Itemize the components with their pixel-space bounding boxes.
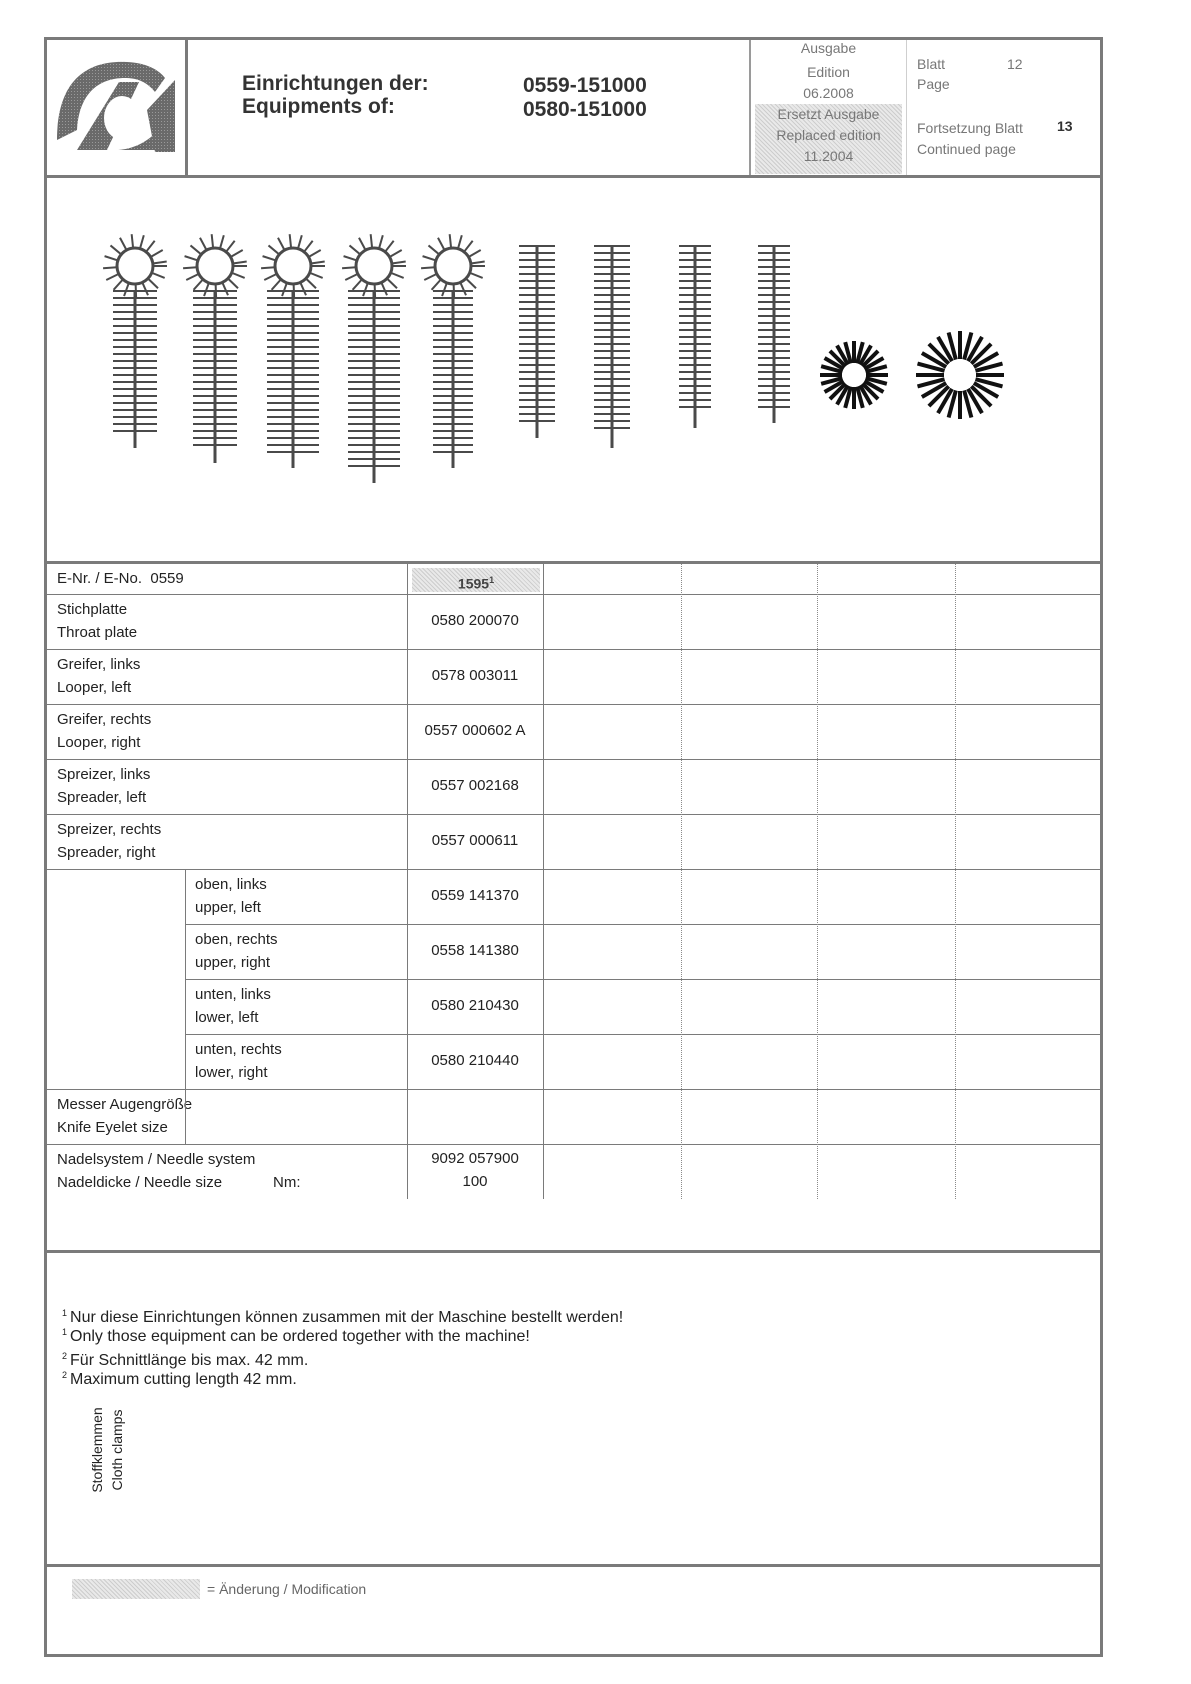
legend-text: = Änderung / Modification (207, 1581, 367, 1597)
stitch-ray (103, 267, 117, 268)
column-divider (955, 564, 956, 1199)
stitch-ray (379, 235, 383, 248)
stitch-ray (460, 282, 466, 295)
stitch-ray (311, 262, 325, 264)
row-value: 0557 000611 (431, 832, 519, 849)
row-label-de: Stichplatte (57, 601, 128, 618)
stitch-ray (450, 234, 451, 248)
clamp-value: 0580 210440 (431, 1052, 519, 1069)
clamp-row (185, 869, 1100, 925)
stitch-ray (140, 235, 144, 248)
stitch-ray (385, 241, 394, 252)
stitch-ray (359, 238, 366, 250)
stitch-ray (261, 267, 275, 268)
stitch-ray (363, 283, 368, 296)
eyelet-outline (356, 248, 392, 284)
stitch-ray (232, 273, 245, 278)
stitch-ray (310, 273, 323, 278)
enr-code: 1595 (457, 575, 490, 592)
stitch-ray (183, 267, 197, 268)
stitch-ray (464, 241, 473, 252)
enr-prefix: 0559 (150, 570, 184, 587)
table-row (47, 704, 1100, 760)
needle-system-value: 9092 057900 (431, 1150, 519, 1167)
needle-nm-label: Nm: (273, 1174, 301, 1191)
clamp-label-de: unten, rechts (195, 1041, 282, 1058)
stitch-ray (152, 273, 165, 278)
stitch-ray (345, 274, 358, 280)
stitch-ray (226, 241, 235, 252)
row-label-de: Spreizer, links (57, 766, 151, 783)
table-row-knife (47, 1089, 1100, 1145)
stitch-ray (349, 245, 360, 254)
stitch-ray (194, 279, 203, 289)
stitch-ray (469, 250, 481, 257)
row-value: 0578 003011 (431, 667, 519, 684)
clamp-label-en: lower, left (195, 1009, 259, 1026)
row-value: 0557 000602 A (424, 722, 526, 739)
stitch-ray (212, 234, 213, 248)
footnote-1-de-text: Nur diese Einrichtungen können zusammen mit der Maschine bestellt werden! (70, 1309, 624, 1326)
row-label-en: Spreader, right (57, 844, 156, 861)
sheet-number: 12 (1007, 56, 1023, 72)
clamp-value: 0559 141370 (431, 887, 519, 904)
stitch-ray (264, 274, 277, 280)
stitch-ray (424, 274, 437, 280)
stitch-ray (471, 262, 485, 264)
legend-swatch (72, 1579, 200, 1599)
stitch-ray (442, 283, 447, 296)
table-row (47, 649, 1100, 705)
column-divider (543, 564, 544, 1199)
edition-label-en: Edition (807, 64, 850, 80)
logo-cell (47, 40, 188, 175)
row-label-en: Throat plate (57, 624, 138, 641)
stitch-ray (153, 262, 167, 264)
stitch-ray (106, 274, 119, 280)
knife-label-de: Messer Augengröße (57, 1096, 193, 1113)
cloth-clamps-label-en: Cloth clamps (109, 1409, 125, 1491)
stitch-ray (298, 235, 302, 248)
footnote-2-num-en: 2 (62, 1370, 68, 1380)
replaces-date: 11.2004 (803, 148, 854, 164)
stitch-ray (151, 250, 163, 257)
row-label-de: Greifer, rechts (57, 711, 152, 728)
legend (47, 1564, 1100, 1654)
shapes-drawing (47, 178, 1100, 561)
column-divider (817, 564, 818, 1199)
stitch-ray (146, 241, 155, 252)
stitch-ray (342, 267, 356, 268)
stitch-ray (300, 282, 306, 295)
row-value: 0557 002168 (431, 777, 519, 794)
footnote-1-num-en: 1 (62, 1327, 68, 1337)
stitch-ray (233, 262, 247, 264)
footnote-2-en-text: Maximum cutting length 42 mm. (70, 1371, 297, 1388)
stitch-ray (470, 273, 483, 278)
clamp-label-en: upper, left (195, 899, 261, 916)
stitch-ray (190, 245, 201, 254)
stitch-ray (228, 279, 238, 289)
page-box (917, 40, 1100, 175)
continued-number: 13 (1057, 118, 1073, 134)
stitch-ray (105, 256, 118, 260)
table-row-enr (47, 564, 1100, 595)
enr-label-wrap (57, 566, 184, 591)
footnote-1-en (62, 1327, 530, 1346)
footnote-2-de-text: Für Schnittlänge bis max. 42 mm. (70, 1352, 309, 1369)
footnote-2-num: 2 (62, 1351, 68, 1361)
eyelet-outline (275, 248, 311, 284)
column-divider (407, 564, 408, 1199)
stitch-ray (185, 256, 198, 260)
stitch-ray (290, 234, 291, 248)
clamp-divider (185, 869, 186, 1144)
row-label-en: Looper, right (57, 734, 141, 751)
clamp-value: 0580 210430 (431, 997, 519, 1014)
eyelet-outline (197, 248, 233, 284)
stitch-ray (282, 283, 287, 296)
eyelet-outline (435, 248, 471, 284)
clamp-label-en: lower, right (195, 1064, 268, 1081)
needle-system-label: Nadelsystem / Needle system (57, 1151, 256, 1168)
stitch-ray (148, 279, 158, 289)
stitch-ray (132, 234, 133, 248)
table-row-needle (47, 1144, 1100, 1199)
continued-label-de: Fortsetzung Blatt (917, 120, 1023, 136)
footnote-1-en-text: Only those equipment can be ordered together with the machine! (70, 1328, 530, 1345)
row-value: 0580 200070 (431, 612, 519, 629)
clamp-row-last (47, 1034, 1100, 1090)
footnote-1-de (62, 1308, 623, 1327)
continued-label-en: Continued page (917, 141, 1016, 157)
stitch-ray (466, 279, 476, 289)
stitch-ray (390, 250, 402, 257)
stitch-ray (142, 282, 148, 295)
stitch-ray (186, 274, 199, 280)
stitch-ray (231, 250, 243, 257)
needle-size-label: Nadeldicke / Needle size (57, 1174, 223, 1191)
edition-box (749, 40, 907, 175)
stitch-ray (432, 279, 441, 289)
stitch-ray (124, 283, 129, 296)
footnote-2-en (62, 1370, 297, 1389)
stitch-ray (278, 238, 285, 250)
stitch-ray (392, 262, 406, 264)
stitch-ray (222, 282, 228, 295)
stitch-ray (458, 235, 462, 248)
stitch-ray (353, 279, 362, 289)
stitch-ray (272, 279, 281, 289)
stitch-ray (421, 267, 435, 268)
stitch-ray (387, 279, 397, 289)
row-label-en: Spreader, left (57, 789, 147, 806)
title-de: Einrichtungen der: (242, 72, 429, 95)
stitch-ray (200, 238, 207, 250)
stitch-ray (344, 256, 357, 260)
clamp-row (185, 924, 1100, 980)
needle-size-value: 100 (462, 1173, 488, 1190)
stitch-ray (381, 282, 387, 295)
footnotes (47, 1250, 1100, 1567)
clamp-label-de: unten, links (195, 986, 271, 1003)
edition-date: 06.2008 (803, 85, 854, 101)
sheet-label-de: Blatt (917, 56, 946, 72)
stitch-ray (309, 250, 321, 257)
table-row (47, 814, 1100, 870)
stitch-ray (391, 273, 404, 278)
clamp-label-de: oben, rechts (195, 931, 278, 948)
stitch-ray (423, 256, 436, 260)
clamp-label-de: oben, links (195, 876, 267, 893)
enr-footnote: 1 (489, 575, 495, 585)
column-divider (681, 564, 682, 1199)
stitch-ray (268, 245, 279, 254)
company-logo (47, 40, 185, 175)
title-en: Equipments of: (242, 95, 395, 118)
table-row (47, 594, 1100, 650)
cloth-clamps-label-de: Stoffklemmen (89, 1407, 105, 1493)
stitch-ray (220, 235, 224, 248)
stitch-ray (120, 238, 127, 250)
stitch-ray (204, 283, 209, 296)
footnote-1-num: 1 (62, 1308, 68, 1318)
stitch-ray (306, 279, 316, 289)
sheet-label-en: Page (917, 76, 950, 92)
stitch-ray (114, 279, 123, 289)
document-frame (44, 37, 1103, 1657)
enr-label: E-Nr. / E-No. (57, 570, 143, 587)
equipment-number-2: 0580-151000 (523, 98, 647, 121)
eyelet-outline (117, 248, 153, 284)
stitch-ray (428, 245, 439, 254)
clamp-row (185, 979, 1100, 1035)
header (47, 40, 1100, 178)
knife-label-en: Knife Eyelet size (57, 1119, 168, 1136)
replaces-label-en: Replaced edition (776, 127, 881, 143)
edition-label-de: Ausgabe (800, 40, 857, 56)
clamp-value: 0558 141380 (431, 942, 519, 959)
buttonhole-shapes-illustration (47, 178, 1100, 564)
stitch-ray (110, 245, 121, 254)
stitch-ray (438, 238, 445, 250)
stitch-ray (304, 241, 313, 252)
table-row (47, 759, 1100, 815)
stitch-ray (371, 234, 372, 248)
stitch-ray (263, 256, 276, 260)
equipment-number-1: 0559-151000 (523, 74, 647, 97)
footnote-2-de (62, 1351, 308, 1370)
enr-code-cell (412, 568, 540, 592)
replaces-label-de: Ersetzt Ausgabe (777, 106, 880, 122)
row-label-en: Looper, left (57, 679, 132, 696)
row-label-de: Spreizer, rechts (57, 821, 162, 838)
clamp-label-en: upper, right (195, 954, 271, 971)
row-label-de: Greifer, links (57, 656, 141, 673)
